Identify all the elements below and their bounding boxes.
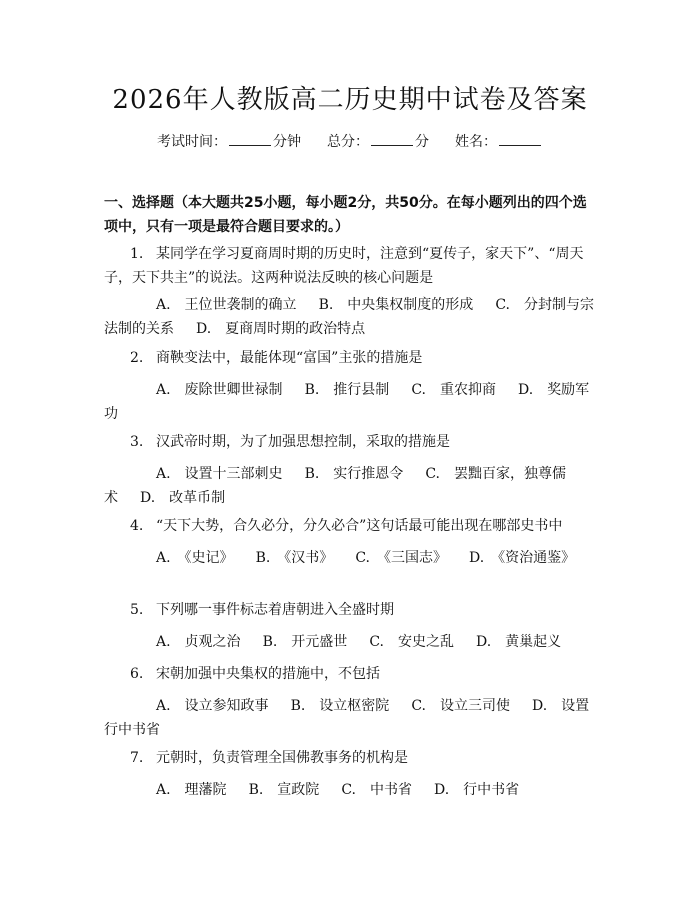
time-label: 考试时间：	[157, 134, 227, 150]
option-d: D. 改革币制	[140, 490, 226, 506]
question-number: 5.	[130, 602, 144, 618]
question-7-options	[104, 778, 598, 802]
question-stem: 下列哪一事件标志着唐朝进入全盛时期	[156, 602, 394, 618]
question-number: 4.	[130, 518, 144, 534]
question-stem: “天下大势，合久必分，分久必合”这句话最可能出现在哪部史书中	[156, 518, 563, 534]
question-2	[104, 346, 598, 370]
question-stem: 汉武帝时期，为了加强思想控制，采取的措施是	[156, 434, 450, 450]
question-number: 6.	[130, 666, 144, 682]
question-stem: 某同学在学习夏商周时期的历史时，注意到“夏传子，家天下”、“周天子，天下共主”的说法。这两种说法反映的核心问题是	[104, 246, 584, 286]
option-d: D. 设置行中书省	[104, 698, 590, 738]
score-unit: 分	[415, 134, 429, 150]
question-5-options	[104, 630, 598, 654]
exam-meta-line	[0, 132, 700, 152]
option-c: C. 《三国志》	[355, 550, 447, 566]
question-stem: 商鞅变法中，最能体现“富国”主张的措施是	[156, 350, 423, 366]
option-a: A. 王位世袭制的确立	[156, 297, 297, 313]
option-c: C. 罢黜百家，独尊儒术	[104, 466, 566, 506]
option-d: D. 奖励军功	[104, 382, 590, 422]
question-3-options	[104, 462, 598, 510]
question-1-options	[104, 293, 598, 341]
question-1	[104, 242, 598, 290]
page-title: 2026年人教版高二历史期中试卷及答案	[112, 85, 588, 115]
question-7	[104, 746, 598, 770]
option-d: D. 黄巢起义	[475, 634, 562, 650]
question-number: 1.	[130, 246, 144, 262]
question-4-options	[104, 546, 598, 570]
option-c: C. 重农抑商	[411, 382, 496, 398]
option-c: C. 设立三司使	[411, 698, 510, 714]
question-2-options	[104, 378, 598, 426]
question-stem: 元朝时，负责管理全国佛教事务的机构是	[156, 750, 408, 766]
option-b: B. 推行县制	[304, 382, 390, 398]
option-c: C. 安史之乱	[369, 634, 454, 650]
question-number: 3.	[130, 434, 144, 450]
option-b: B. 《汉书》	[255, 550, 334, 566]
option-a: A. 设立参知政事	[156, 698, 269, 714]
question-4	[104, 514, 598, 538]
option-b: B. 实行推恩令	[304, 466, 404, 482]
option-c: C. 分封制与宗法制的关系	[104, 297, 594, 337]
time-blank	[229, 133, 271, 146]
score-label: 总分：	[327, 134, 369, 150]
option-a: A. 设置十三部刺史	[156, 466, 283, 482]
option-a: A. 理藩院	[156, 782, 227, 798]
option-a: A. 《史记》	[156, 550, 234, 566]
question-number: 2.	[130, 350, 144, 366]
option-a: A. 贞观之治	[156, 634, 241, 650]
question-stem: 宋朝加强中央集权的措施中，不包括	[156, 666, 380, 682]
option-a: A. 废除世卿世禄制	[156, 382, 283, 398]
option-b: B. 设立枢密院	[290, 698, 390, 714]
option-d: D. 行中书省	[433, 782, 520, 798]
question-number: 7.	[130, 750, 144, 766]
question-3	[104, 430, 598, 454]
option-c: C. 中书省	[341, 782, 412, 798]
section-heading: 一、选择题（本大题共25小题，每小题2分，共50分。在每小题列出的四个选项中，只有一项是最符合题目要求的。）	[104, 195, 587, 235]
option-d: D. 夏商周时期的政治特点	[196, 321, 366, 337]
time-unit: 分钟	[273, 134, 301, 150]
option-d: D. 《资治通鉴》	[468, 550, 576, 566]
question-6	[104, 662, 598, 686]
question-5	[104, 598, 598, 622]
option-b: B. 开元盛世	[262, 634, 348, 650]
question-6-options	[104, 694, 598, 742]
name-label: 姓名：	[455, 134, 497, 150]
name-blank	[499, 133, 541, 146]
score-blank	[371, 133, 413, 146]
option-b: B. 宣政院	[248, 782, 320, 798]
option-b: B. 中央集权制度的形成	[318, 297, 474, 313]
